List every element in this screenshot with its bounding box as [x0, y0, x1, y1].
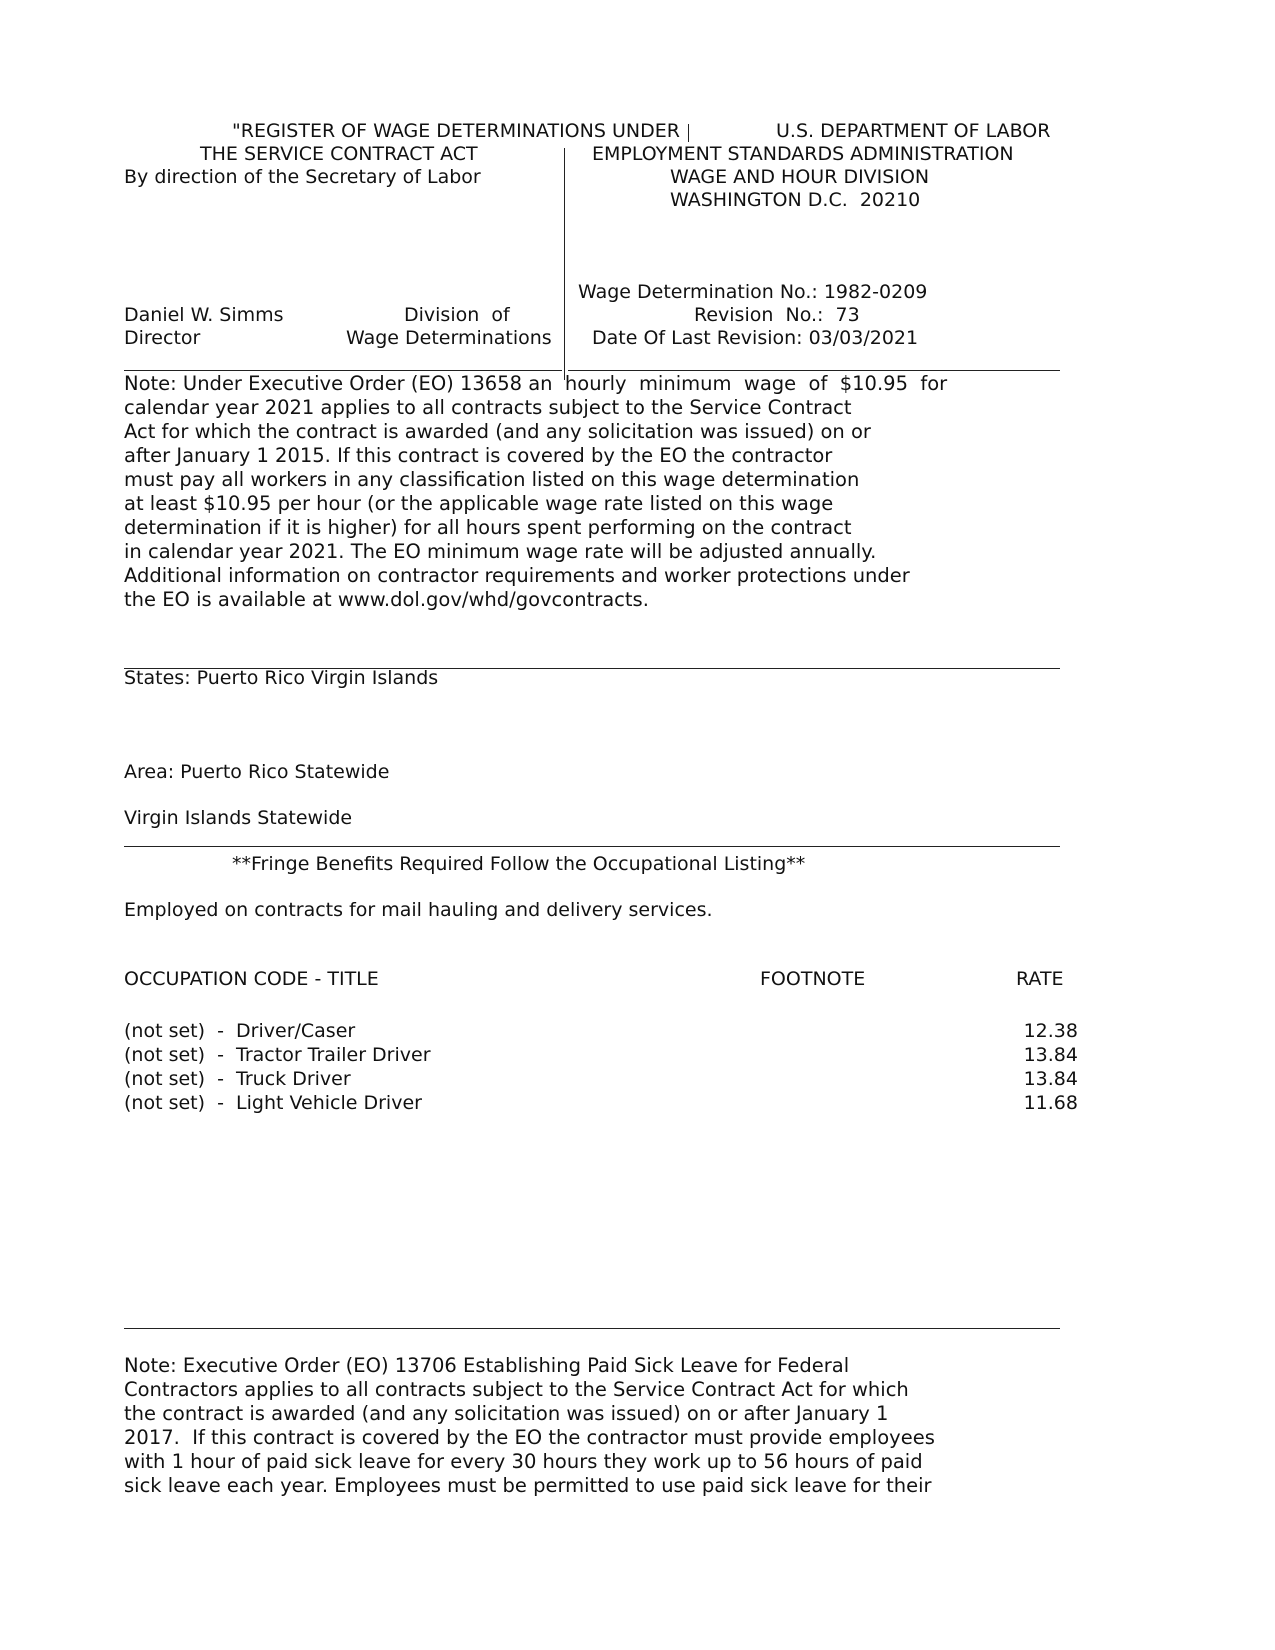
- sick-note-line: Contractors applies to all contracts subject to the Service Contract Act for which: [124, 1378, 909, 1401]
- sick-leave-rule: [124, 1328, 1060, 1329]
- dept-line2: EMPLOYMENT STANDARDS ADMINISTRATION: [592, 143, 1014, 165]
- register-title-line3: By direction of the Secretary of Labor: [124, 166, 481, 188]
- eo-minimum-wage-note: [124, 372, 1084, 612]
- table-row: [124, 1067, 1078, 1091]
- fringe-benefits-notice: **Fringe Benefits Required Follow the Occupational Listing**: [232, 853, 806, 875]
- dept-line4: WASHINGTON D.C. 20210: [670, 189, 921, 211]
- dept-line3: WAGE AND HOUR DIVISION: [670, 166, 930, 188]
- eo-note-line: at least $10.95 per hour (or the applicable wage rate listed on this wage: [124, 492, 834, 515]
- eo-note-line: after January 1 2015. If this contract is covered by the EO the contractor: [124, 444, 833, 467]
- col-header-rate: RATE: [1016, 968, 1064, 990]
- eo-sick-leave-note: [124, 1354, 1124, 1498]
- last-revision-date: Date Of Last Revision: 03/03/2021: [592, 327, 919, 349]
- fringe-rule: [124, 846, 1060, 847]
- eo-note-line: must pay all workers in any classification listed on this wage determination: [124, 468, 860, 491]
- occupation-rate: 11.68: [1023, 1092, 1078, 1114]
- header-rule-left: [124, 370, 562, 371]
- division-line1: Division of: [404, 304, 510, 326]
- occupation-rate: 13.84: [1023, 1044, 1078, 1066]
- sick-note-line: 2017. If this contract is covered by the EO the contractor must provide employees: [124, 1426, 935, 1449]
- states: States: Puerto Rico Virgin Islands: [124, 667, 439, 689]
- employed-on-statement: Employed on contracts for mail hauling and delivery services.: [124, 899, 713, 921]
- wage-determination-number: Wage Determination No.: 1982-0209: [578, 281, 928, 303]
- col-header-title: OCCUPATION CODE - TITLE: [124, 968, 379, 990]
- eo-note-line: Act for which the contract is awarded (and any solicitation was issued) on or: [124, 420, 871, 443]
- area-line2: Virgin Islands Statewide: [124, 807, 353, 829]
- register-title-line2: THE SERVICE CONTRACT ACT: [200, 143, 478, 165]
- sick-note-line: the contract is awarded (and any solicitation was issued) on or after January 1: [124, 1402, 889, 1425]
- sick-note-line: sick leave each year. Employees must be permitted to use paid sick leave for their: [124, 1474, 932, 1497]
- header-separator: [564, 148, 565, 380]
- dept-line1: U.S. DEPARTMENT OF LABOR: [776, 120, 1051, 142]
- eo-note-line: determination if it is higher) for all hours spent performing on the contract: [124, 516, 852, 539]
- eo-note-line: Additional information on contractor requirements and worker protections under: [124, 564, 910, 587]
- director-title: Director: [124, 327, 201, 349]
- occupation-title: (not set) - Light Vehicle Driver: [124, 1092, 422, 1114]
- revision-number: Revision No.: 73: [694, 304, 860, 326]
- sick-note-line: with 1 hour of paid sick leave for every 30 hours they work up to 56 hours of paid: [124, 1450, 923, 1473]
- area-line1: Area: Puerto Rico Statewide: [124, 761, 390, 783]
- register-title-line1: "REGISTER OF WAGE DETERMINATIONS UNDER: [232, 120, 680, 142]
- eo-note-line: the EO is available at www.dol.gov/whd/govcontracts.: [124, 588, 649, 611]
- occupation-title: (not set) - Driver/Caser: [124, 1020, 356, 1042]
- table-row: [124, 1043, 1078, 1067]
- occupation-rate: 13.84: [1023, 1068, 1078, 1090]
- division-line2: Wage Determinations: [346, 327, 552, 349]
- table-row: [124, 1091, 1078, 1115]
- occupation-title: (not set) - Tractor Trailer Driver: [124, 1044, 431, 1066]
- occupation-rate: 12.38: [1023, 1020, 1078, 1042]
- eo-note-line: Note: Under Executive Order (EO) 13658 an hourly minimum wage of $10.95 for: [124, 372, 948, 395]
- table-row: [124, 1019, 1078, 1043]
- eo-note-line: in calendar year 2021. The EO minimum wage rate will be adjusted annually.: [124, 540, 877, 563]
- header-separator-top: [688, 124, 689, 142]
- eo-note-line: calendar year 2021 applies to all contracts subject to the Service Contract: [124, 396, 852, 419]
- occupation-title: (not set) - Truck Driver: [124, 1068, 351, 1090]
- col-header-footnote: FOOTNOTE: [760, 968, 866, 990]
- sick-note-line: Note: Executive Order (EO) 13706 Establishing Paid Sick Leave for Federal: [124, 1354, 850, 1377]
- header-rule-right: [568, 370, 1060, 371]
- director-name: Daniel W. Simms: [124, 304, 284, 326]
